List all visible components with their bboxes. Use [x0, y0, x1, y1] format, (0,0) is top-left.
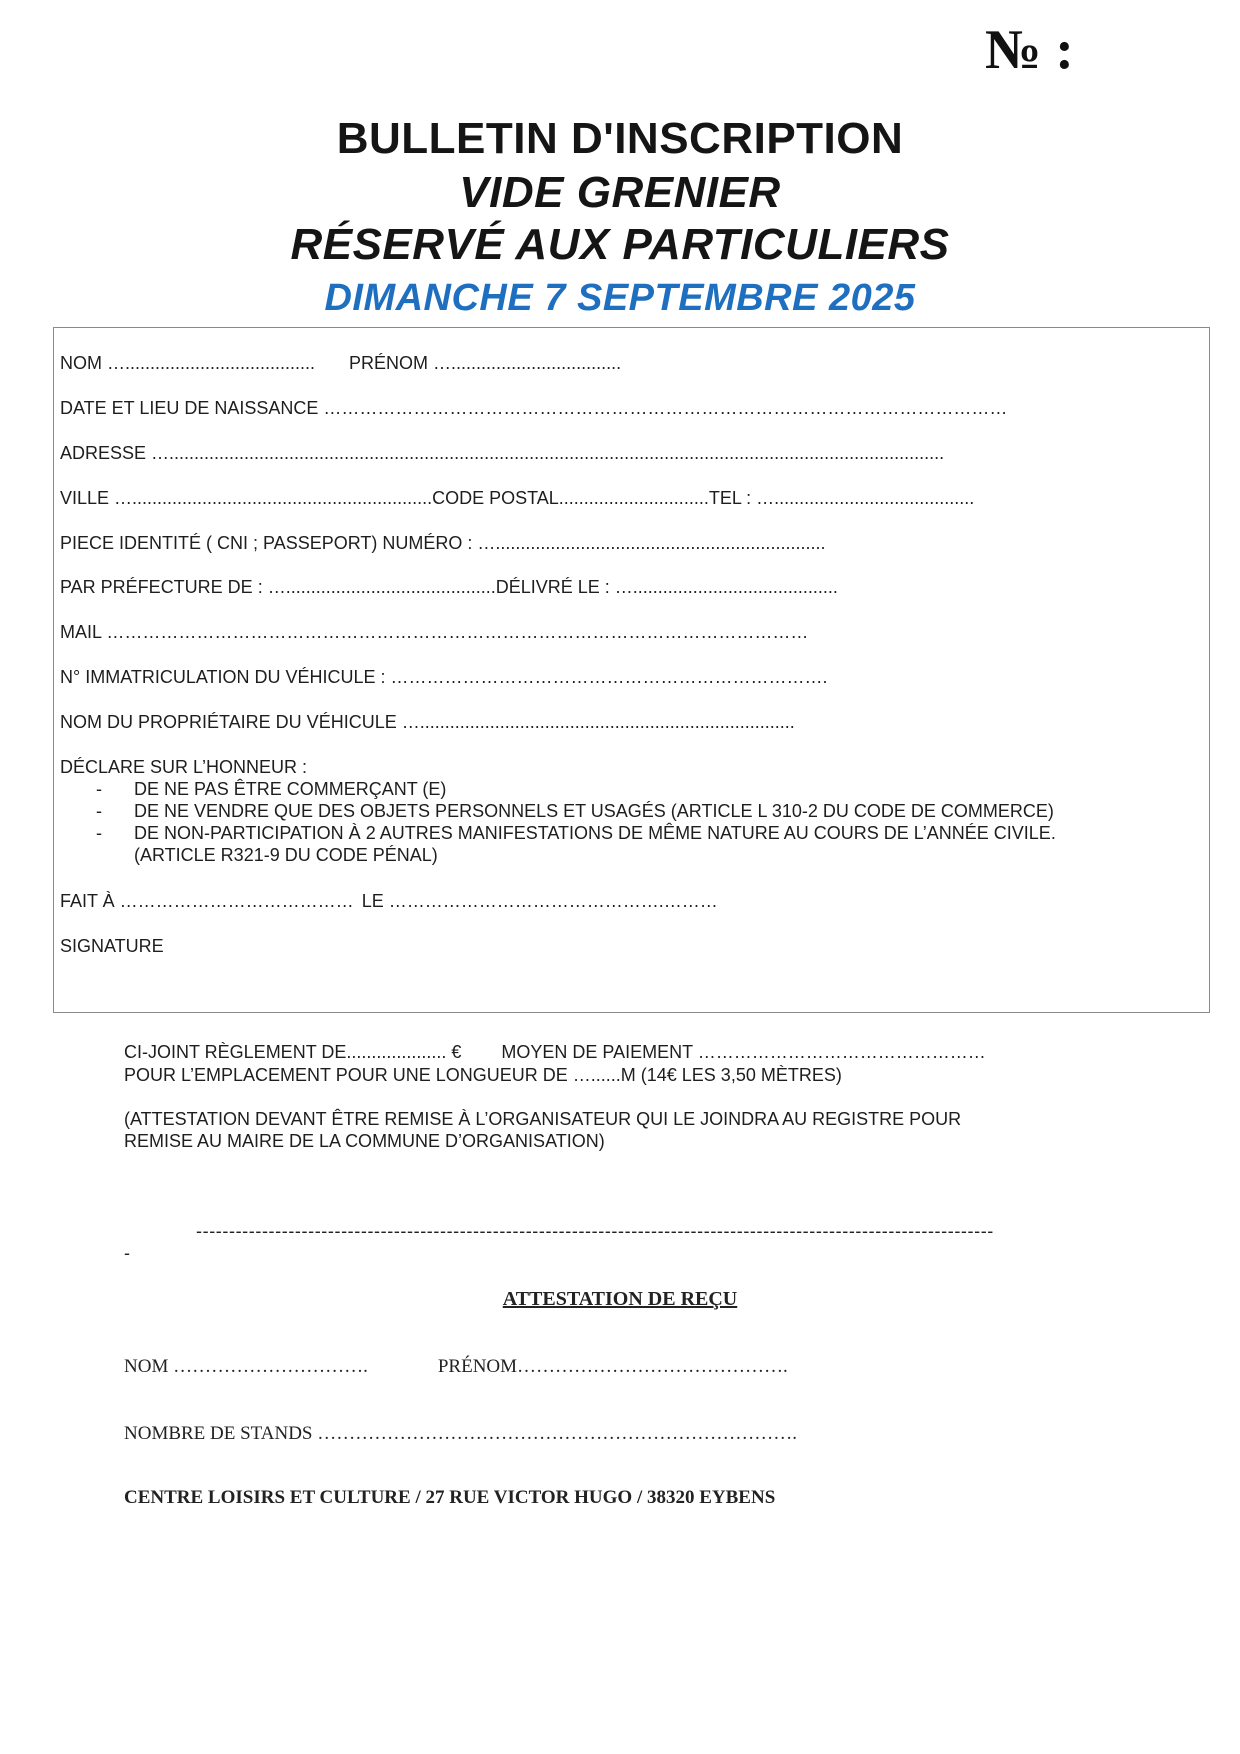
adresse-field[interactable]: ADRESSE …........................................................................................................................................................... — [60, 443, 945, 463]
title-reserve-particuliers: RÉSERVÉ AUX PARTICULIERS — [290, 220, 950, 269]
mail-field[interactable]: MAIL ……………………………………………………………………………………………………… — [60, 622, 809, 642]
reglement-field[interactable]: CI-JOINT RÈGLEMENT DE.................... € — [124, 1042, 462, 1062]
naissance-field[interactable]: DATE ET LIEU DE NAISSANCE …………………………………………………………………………………………………… — [60, 398, 1008, 418]
title-bulletin: BULLETIN D'INSCRIPTION — [336, 114, 904, 163]
declaration-item — [96, 801, 1054, 822]
form-number-label: № : — [985, 19, 1074, 81]
longueur-field[interactable]: POUR L’EMPLACEMENT POUR UNE LONGUEUR DE …......M (14€ LES 3,50 MÈTRES) — [124, 1065, 842, 1085]
receipt-stands-field[interactable]: NOMBRE DE STANDS …………………………………………………………………. — [124, 1423, 797, 1444]
le-field[interactable]: LE ……………………………………….……… — [361, 891, 718, 911]
moyen-paiement-field[interactable]: MOYEN DE PAIEMENT ………………………………………… — [501, 1042, 986, 1062]
declaration-text: DE NE VENDRE QUE DES OBJETS PERSONNELS ET USAGÉS (ARTICLE L 310-2 DU CODE DE COMMERCE) — [134, 801, 1054, 821]
declare-title: DÉCLARE SUR L’HONNEUR : — [60, 757, 308, 777]
declaration-text: DE NON-PARTICIPATION À 2 AUTRES MANIFESTATIONS DE MÊME NATURE AU COURS DE L’ANNÉE CIVILE. — [134, 823, 1056, 843]
prefecture-field[interactable]: PAR PRÉFECTURE DE : ….......................................... — [60, 577, 496, 597]
receipt-prenom-field[interactable]: PRÉNOM……………………………………. — [437, 1356, 788, 1377]
declaration-dash: - — [96, 801, 102, 821]
delivre-field[interactable]: DÉLIVRÉ LE : …......................................... — [495, 577, 838, 597]
cut-line: ------------------------------------------------------------------------------------------------------------------------- — [196, 1221, 994, 1241]
piece-identite-field[interactable]: PIECE IDENTITÉ ( CNI ; PASSEPORT) NUMÉRO : ….................................................................. — [60, 533, 826, 553]
fait-a-field[interactable]: FAIT À ………………………………… — [60, 891, 354, 911]
declaration-item — [96, 823, 1056, 844]
prefecture-line[interactable] — [60, 577, 838, 598]
ville-line[interactable] — [60, 488, 974, 509]
event-date: DIMANCHE 7 SEPTEMBRE 2025 — [324, 277, 916, 319]
title-vide-grenier: VIDE GRENIER — [459, 168, 781, 217]
declaration-text: DE NE PAS ÊTRE COMMERÇANT (E) — [134, 779, 447, 799]
declaration-continuation: (ARTICLE R321-9 DU CODE PÉNAL) — [134, 845, 438, 865]
cut-line-dash: - — [124, 1243, 130, 1263]
code-postal-field[interactable]: CODE POSTAL.............................. — [432, 488, 709, 508]
fait-line[interactable] — [60, 891, 718, 912]
organizer-address: CENTRE LOISIRS ET CULTURE / 27 RUE VICTOR HUGO / 38320 EYBENS — [124, 1487, 776, 1508]
signature-label: SIGNATURE — [60, 936, 164, 956]
attestation-note-2: REMISE AU MAIRE DE LA COMMUNE D’ORGANISATION) — [124, 1131, 605, 1151]
receipt-name-line[interactable] — [124, 1356, 788, 1378]
attestation-note-1: (ATTESTATION DEVANT ÊTRE REMISE À L’ORGANISATEUR QUI LE JOINDRA AU REGISTRE POUR — [124, 1109, 962, 1129]
ville-field[interactable]: VILLE …............................................................ — [60, 488, 433, 508]
receipt-title: ATTESTATION DE REÇU — [502, 1288, 738, 1310]
prenom-field[interactable]: PRÉNOM ….................................. — [349, 353, 622, 373]
declaration-dash: - — [96, 779, 102, 799]
tel-field[interactable]: TEL : …........................................ — [708, 488, 975, 508]
nom-line[interactable] — [60, 353, 621, 374]
receipt-nom-field[interactable]: NOM …………………………. — [124, 1356, 368, 1377]
proprietaire-field[interactable]: NOM DU PROPRIÉTAIRE DU VÉHICULE …........................................................................... — [60, 712, 795, 732]
declaration-dash: - — [96, 823, 102, 843]
nom-field[interactable]: NOM …...................................... — [60, 353, 316, 373]
immatriculation-field[interactable]: N° IMMATRICULATION DU VÉHICULE : ………………………………………………………………. — [60, 667, 828, 687]
declaration-item — [96, 779, 446, 800]
reglement-line[interactable] — [124, 1042, 986, 1063]
